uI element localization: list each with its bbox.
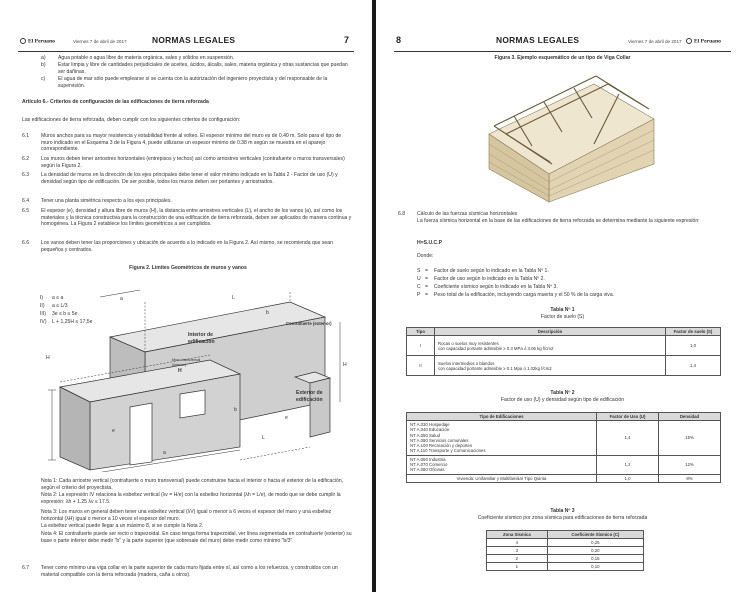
dim-label-L: L [262, 435, 265, 441]
label-interior: Interior de edificación [188, 332, 215, 345]
item-title: Cálculo de las fuerzas sísmicas horizontales [417, 211, 518, 217]
article-intro: Las edificaciones de tierra reforzada, deben cumplir con los siguientes criterios de configuración: [22, 117, 241, 123]
note: Nota 1: Cada arriostre vertical (contrafuerte o muro transversal) puede construirse hacia el interior o hacia el exterior de la edificación, según el criterio del proyectista. [41, 478, 344, 491]
left-page [0, 0, 372, 592]
table-cell: II [407, 356, 435, 376]
table1-subtitle: Factor de suelo (S) [540, 314, 585, 320]
table-header: Densidad [659, 413, 721, 421]
list-mark: a) [41, 55, 46, 61]
table-cell: Vivienda: Unifamiliar y Multifamiliar Tipo Quinta [407, 474, 597, 482]
table-header: Tipo [407, 328, 435, 336]
table-header: Zona Sísmica [487, 531, 548, 539]
left-page-header [0, 35, 372, 51]
note: Nota 3: Los muros en general deben tener una esbeltez vertical (λV) igual o menor a 6 veces el espesor del muro y una esbeltez horizontal (λH) igual o menor a 10 veces el espesor del muro. [41, 509, 332, 522]
dim-label-a: a [120, 296, 123, 302]
table-row [487, 547, 644, 555]
table-row [407, 455, 721, 474]
table-cell: 0,20 [547, 547, 643, 555]
def-symbol: C [417, 284, 421, 290]
table-row [407, 336, 721, 356]
list-mark: c) [41, 76, 46, 82]
list-item: El agua de mar sólo puede emplearse sí se cuenta con la autorización del ingeniero proyectista y del responsable de la supervisión. [58, 76, 328, 89]
table-cell: 8% [659, 474, 721, 482]
item-text: Tener como mínimo una viga collar en la parte superior de cada muro fijada entre sí, así como a los refuerzos, y construidos con un material compatible con la tierra reforzada (madera, caña u otros). [41, 565, 338, 578]
note: La esbeltez vertical puede llegar a un máximo 8, si se cumple la Nota 2. [41, 523, 204, 529]
item-text: El espesor (e), densidad y altura libre de muros (H), la distancia entre arriostres verticales (L), el ancho de los vanos (a), así como los materiales y la técnica constructiva para la construcción de una edificación de tierra reforzada, deben ser aplicados de manera continua y homogénea. La Figura 2 establece los límites geométricos a ser cumplidos. [41, 208, 352, 228]
limit-text: a ≤ L/3 [52, 303, 68, 309]
note: Nota 2: La expresión IV relaciona la esbeltez vertical (λv = H/e) con la esbeltez horizontal (λh = L/e), de modo que se debe cumplir la expresión: λh + 1.25 λv ≤ 17.5. [41, 492, 341, 505]
item-number: 6.6 [22, 240, 30, 246]
seal-icon [20, 38, 26, 44]
table-cell: 1,4 [597, 421, 659, 456]
table-row [487, 563, 644, 571]
def-symbol: P [417, 292, 421, 298]
right-page-header [376, 35, 747, 51]
table-cell: 12% [659, 455, 721, 474]
header-date: Viernes 7 de abril de 2017 [628, 39, 682, 44]
seal-icon [686, 38, 692, 44]
table3-subtitle: Coeficiente sísmico por zona sísmica para edificaciones de tierra reforzada [477, 515, 648, 521]
table3 [486, 530, 644, 571]
limit-mark: II) [40, 303, 45, 309]
table-cell: 3 [487, 547, 548, 555]
table-cell: 1 [487, 563, 548, 571]
def-eq: = [425, 268, 428, 274]
page-number: 8 [396, 35, 402, 45]
figure2-caption: Figura 2. Límites Geométricos de muros y vanos [129, 265, 247, 271]
item-text: Muros anchos para su mayor resistencia y estabilidad frente al volteo. El espesor mínimo del muro es de 0.40 m. Solo para el tipo de muro indicado en el Esquema 3 de la Figura 4, puede utilizarse un espesor mínimo de 0.38 m según se muestra en el aparejo correspondiente. [41, 133, 342, 153]
table-cell: Rocas o suelos muy resistentes con capacidad portante admisible ≥ 0.3 MPa ó 3.06 kg f/cm2 [435, 336, 666, 356]
limit-mark: IV) [40, 319, 47, 325]
dim-label-b: b [266, 310, 269, 316]
right-page [376, 0, 747, 592]
def-eq: = [425, 292, 428, 298]
table-row [487, 555, 644, 563]
def-eq: = [425, 284, 428, 290]
table-row [487, 539, 644, 547]
table-cell: I [407, 336, 435, 356]
def-symbol: U [417, 276, 421, 282]
table2-subtitle: Factor de uso (U) y densidad según tipo de edificación [500, 397, 625, 403]
limit-text: L + 1,25H ≤ 17,5e [52, 319, 93, 325]
table-row [407, 356, 721, 376]
item-text: Los vanos deben tener las proporciones y ubicación de acuerdo a lo indicado en la Figura 2. Así mismo, se recomienda que sean pequeños y centrados. [41, 240, 333, 253]
table-cell: 0,10 [547, 563, 643, 571]
article-title: Artículo 6.- Criterios de configuración de las edificaciones de tierra reforzada [22, 99, 209, 105]
formula: H=S.U.C.P [417, 240, 443, 246]
list-item: Estar limpia y libre de cantidades perjudiciales de aceites, ácidos, álcalis, sales, materia orgánica y otras sustancias que puedan ser dañinas. [58, 62, 348, 75]
table-cell: 15% [659, 421, 721, 456]
figure2-wall-diagram [40, 282, 360, 472]
def-eq: = [425, 276, 428, 282]
table-cell: Suelos intermedios o blandos con capacidad portante admisible ≥ 0.1 Mpa ó 1.02kg f/cm2 [435, 356, 666, 376]
brand-logo: El Peruano [686, 38, 721, 44]
table-header-row [487, 531, 644, 539]
limit-mark: III) [40, 311, 46, 317]
table2 [406, 412, 721, 483]
label-contrafuerte: Contrafuerte (exterior) [286, 321, 332, 326]
note: Nota 4: El contrafuerte puede ser recto o trapezoidal. En caso tenga forma trapezoidal, ver línea segmentada en contrafuerte (exterior) su base o parte inferior debe medir "b" y la parte superior (que sobresale del muro) debe medir como mínimo "b/3". [41, 531, 352, 544]
donde-label: Donde: [417, 253, 434, 259]
dim-label-L: L [232, 295, 235, 301]
figure3-caption: Figura 3. Ejemplo esquemático de un tipo de Viga Collar [494, 55, 631, 61]
item-number: 6.2 [22, 156, 30, 162]
dim-label-H: H [178, 368, 182, 374]
page-number: 7 [344, 35, 350, 45]
header-date: Viernes 7 de abril de 2017 [73, 39, 127, 44]
limit-mark: I) [40, 295, 44, 301]
figure3-collar-beam-illustration [484, 64, 659, 204]
header-rule [394, 51, 731, 52]
table-cell: 4 [487, 539, 548, 547]
def-text: Coeficiente sísmico según lo indicado en la Tabla Nº 3. [434, 284, 558, 290]
table-header: Tipo de Edificaciones [407, 413, 597, 421]
item-number: 6.3 [22, 172, 30, 178]
brand-logo: El Peruano [20, 38, 55, 44]
table-cell: 2 [487, 555, 548, 563]
list-mark: b) [41, 62, 46, 68]
item-number: 6.4 [22, 198, 30, 204]
dim-label-H: H [343, 362, 347, 368]
dim-label-e: e [112, 428, 115, 434]
def-symbol: S [417, 268, 421, 274]
item-text: Tener una planta simétrica respecto a los ejes principales. [41, 198, 172, 204]
dim-label-e: e [285, 415, 288, 421]
table-header-row [407, 413, 721, 421]
limit-text: a ≤ a [52, 295, 64, 301]
table-header: Factor de suelo (S) [666, 328, 721, 336]
table-cell: 0,25 [547, 539, 643, 547]
dim-label-a: a [163, 450, 166, 456]
table-row [407, 421, 721, 456]
item-number: 6.7 [22, 565, 30, 571]
item-text: La densidad de muros en la dirección de los ejes principales debe tener el valor mínimo indicado en la Tabla 2 - Factor de uso (U) y densidad según tipo de edificación. De ser posible, todos los muros deben ser portantes y arriostrados. [41, 172, 338, 185]
item-number: 6.8 [398, 211, 406, 217]
table-header-row [407, 328, 721, 336]
item-text: La fuerza sísmica horizontal en la base de las edificaciones de tierra reforzada se determina mediante la siguiente expresión: [417, 218, 700, 224]
def-text: Factor de uso según lo indicado en la Tabla Nº 2. [434, 276, 545, 282]
table-row [407, 474, 721, 482]
def-text: Factor de suelo según lo indicado en la Tabla Nº 1. [434, 268, 549, 274]
list-item: Agua potable o agua libre de materia orgánica, sales y sólidos en suspensión. [58, 55, 235, 61]
item-text: Los muros deben tener arriostres horizontales (entrepisos y techos) así como arriostres verticales (contrafuerte o muros transversales) según la Figura 2. [41, 156, 345, 169]
table-header: Coeficiente Sísmico (C) [547, 531, 643, 539]
dim-label-H: H [46, 355, 50, 361]
table-cell: NT A.030 Hospedaje NT A.040 Educación NT A.050 Salud NT A.090 Servicios comunales NT A.100 Recreación y deportes NT A.110 Transporte y Comunicaciones [407, 421, 597, 456]
limit-text: 3e ≤ b ≤ 5e [52, 311, 78, 317]
table-cell: NT A.060 Industria NT A.070 Comercio NT A.080 Oficinas [407, 455, 597, 474]
table-cell: 1,4 [666, 356, 721, 376]
dim-label-b: b [234, 407, 237, 413]
item-number: 6.5 [22, 208, 30, 214]
table1-title: Tabla Nº 1 [550, 307, 575, 313]
table-header: Descripción [435, 328, 666, 336]
item-number: 6.1 [22, 133, 30, 139]
def-text: Peso total de la edificación, incluyendo carga muerta y el 50 % de la carga viva. [434, 292, 615, 298]
table1 [406, 327, 721, 376]
table-cell: 0,15 [547, 555, 643, 563]
label-exterior: Exterior de edificación [296, 390, 323, 403]
table2-title: Tabla Nº 2 [550, 390, 575, 396]
header-rule [18, 51, 354, 52]
label-muro-transversal: Muro transversal (interior) [172, 358, 201, 367]
table-cell: 1,0 [666, 336, 721, 356]
table3-title: Tabla Nº 3 [550, 508, 575, 514]
table-cell: 1,0 [597, 474, 659, 482]
table-header: Factor de Uso (U) [597, 413, 659, 421]
table-cell: 1,2 [597, 455, 659, 474]
header-title: NORMAS LEGALES [152, 35, 236, 45]
header-title: NORMAS LEGALES [496, 35, 580, 45]
